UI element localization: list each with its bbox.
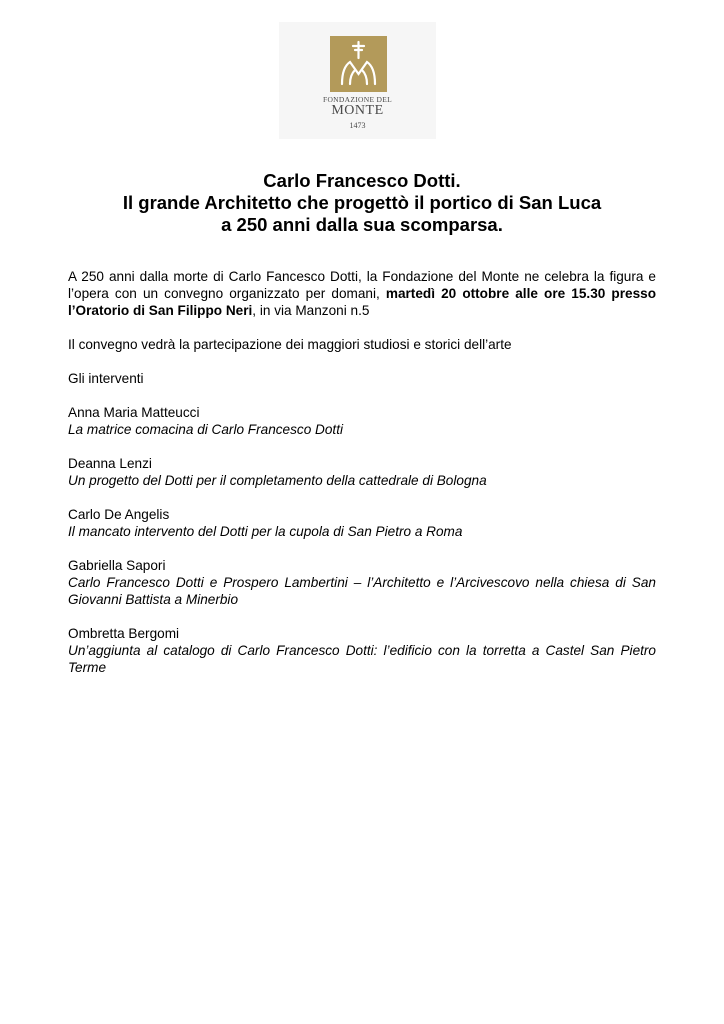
logo-emblem [330, 36, 387, 92]
logo-year: 1473 [349, 121, 366, 130]
intro-text-1: A 250 anni dalla morte di Carlo Fancesco Dotti, la Fondazione del Monte ne celebra la figura e l’opera con un convegno organizzato per domani, [68, 269, 656, 301]
document-body [68, 268, 656, 676]
speaker-name: Gabriella Sapori [68, 558, 166, 573]
speaker-name: Deanna Lenzi [68, 456, 152, 471]
speaker-entry [68, 625, 656, 676]
event-details: martedì 20 ottobre alle ore 15.30 presso l’Oratorio di San Filippo Neri [68, 286, 657, 318]
speaker-entry [68, 455, 656, 489]
participation-paragraph: Il convegno vedrà la partecipazione dei maggiori studiosi e storici dell’arte [68, 337, 512, 352]
intro-paragraph [68, 268, 656, 319]
speaker-entry [68, 404, 656, 438]
logo-line1: FONDAZIONE DEL [323, 95, 392, 104]
title-line-3: a 250 anni dalla sua scomparsa. [221, 214, 503, 235]
interventions-heading: Gli interventi [68, 371, 144, 386]
talk-title: Carlo Francesco Dotti e Prospero Lambertini – l’Architetto e l’Arcivescovo nella chiesa di San Giovanni Battista a Minerbio [68, 575, 656, 607]
speaker-name: Ombretta Bergomi [68, 626, 180, 641]
page-title [60, 170, 664, 236]
speaker-entry [68, 557, 656, 608]
talk-title: Un progetto del Dotti per il completamento della cattedrale di Bologna [68, 473, 487, 488]
talk-title: Il mancato intervento del Dotti per la cupola di San Pietro a Roma [68, 524, 463, 539]
speaker-entry [68, 506, 656, 540]
speaker-name: Anna Maria Matteucci [68, 405, 200, 420]
foundation-logo [279, 22, 436, 139]
intro-text-2: , in via Manzoni n.5 [252, 303, 370, 318]
title-line-1: Carlo Francesco Dotti. [263, 170, 461, 191]
title-line-2: Il grande Architetto che progettò il portico di San Luca [122, 192, 602, 213]
talk-title: La matrice comacina di Carlo Francesco Dotti [68, 422, 344, 437]
logo-line2: MONTE [331, 103, 384, 118]
speaker-name: Carlo De Angelis [68, 507, 170, 522]
mountain-cross-icon [330, 36, 387, 92]
talk-title: Un’aggiunta al catalogo di Carlo Francesco Dotti: l’edificio con la torretta a Castel San Pietro Terme [68, 643, 656, 675]
